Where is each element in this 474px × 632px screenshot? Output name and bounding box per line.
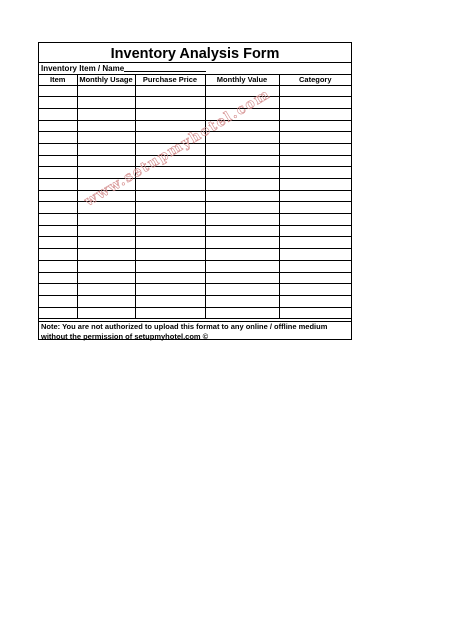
table-cell [77, 143, 135, 155]
table-header-row [39, 75, 351, 85]
table-cell [279, 214, 351, 226]
table-row [39, 167, 351, 179]
table-cell [39, 190, 77, 202]
table-cell [205, 237, 279, 249]
table-row [39, 155, 351, 167]
table-cell [205, 214, 279, 226]
table-cell [205, 155, 279, 167]
table-row [39, 225, 351, 237]
table-cell [77, 179, 135, 191]
inventory-table [39, 75, 351, 319]
table-cell [39, 85, 77, 97]
table-cell [135, 143, 205, 155]
table-cell [135, 260, 205, 272]
table-cell [39, 167, 77, 179]
table-cell [77, 108, 135, 120]
table-row [39, 214, 351, 226]
table-cell [205, 260, 279, 272]
table-cell [39, 97, 77, 109]
table-row [39, 202, 351, 214]
table-cell [135, 108, 205, 120]
table-cell [135, 202, 205, 214]
table-cell [279, 132, 351, 144]
table-cell [279, 295, 351, 307]
table-cell [39, 260, 77, 272]
column-header-category: Category [279, 75, 351, 85]
table-cell [39, 272, 77, 284]
column-header-item: Item [39, 75, 77, 85]
table-cell [77, 225, 135, 237]
table-row [39, 295, 351, 307]
table-cell [77, 97, 135, 109]
table-cell [39, 179, 77, 191]
table-cell [39, 284, 77, 296]
table-cell [77, 85, 135, 97]
table-cell [279, 249, 351, 261]
table-cell [135, 237, 205, 249]
table-cell [39, 237, 77, 249]
table-cell [279, 190, 351, 202]
copyright-note [39, 321, 351, 341]
note-line-2: without the permission of setupmyhotel.com © [41, 331, 209, 341]
table-cell [205, 272, 279, 284]
table-cell [135, 132, 205, 144]
table-cell [205, 85, 279, 97]
table-cell [279, 120, 351, 132]
inventory-item-name-blank [124, 63, 206, 72]
inventory-item-name-label: Inventory Item / Name [41, 64, 125, 73]
table-cell [135, 307, 205, 319]
table-row [39, 307, 351, 319]
table-cell [205, 132, 279, 144]
column-header-purchase-price: Purchase Price [135, 75, 205, 85]
table-cell [205, 202, 279, 214]
column-header-monthly-usage: Monthly Usage [77, 75, 135, 85]
watermark: www.setupmyhotel.com [82, 86, 274, 210]
table-cell [279, 225, 351, 237]
table-cell [205, 307, 279, 319]
table-cell [135, 249, 205, 261]
table-cell [135, 295, 205, 307]
note-line-1: Note: You are not authorized to upload this format to any online / offline medium [41, 322, 328, 331]
table-cell [39, 295, 77, 307]
table-cell [77, 284, 135, 296]
table-row [39, 249, 351, 261]
table-cell [135, 167, 205, 179]
table-cell [279, 85, 351, 97]
table-cell [205, 295, 279, 307]
table-cell [205, 190, 279, 202]
table-cell [135, 284, 205, 296]
inventory-item-name-row [39, 63, 351, 75]
table-cell [39, 143, 77, 155]
table-cell [205, 167, 279, 179]
table-cell [279, 202, 351, 214]
table-cell [39, 132, 77, 144]
table-cell [279, 167, 351, 179]
inventory-analysis-form [38, 42, 352, 340]
table-cell [135, 97, 205, 109]
table-cell [279, 284, 351, 296]
form-title: Inventory Analysis Form [39, 43, 351, 63]
table-cell [39, 202, 77, 214]
table-cell [279, 179, 351, 191]
table-cell [39, 214, 77, 226]
table-cell [205, 284, 279, 296]
table-row [39, 237, 351, 249]
table-cell [279, 272, 351, 284]
table-row [39, 190, 351, 202]
table-cell [205, 143, 279, 155]
table-cell [77, 120, 135, 132]
table-row [39, 85, 351, 97]
table-cell [77, 214, 135, 226]
table-cell [135, 190, 205, 202]
table-cell [77, 132, 135, 144]
column-header-monthly-value: Monthly Value [205, 75, 279, 85]
table-row [39, 143, 351, 155]
table-cell [205, 249, 279, 261]
table-cell [77, 295, 135, 307]
table-row [39, 132, 351, 144]
table-cell [77, 260, 135, 272]
table-row [39, 284, 351, 296]
table-cell [279, 108, 351, 120]
table-row [39, 108, 351, 120]
table-row [39, 179, 351, 191]
table-cell [279, 260, 351, 272]
table-cell [39, 108, 77, 120]
table-cell [135, 155, 205, 167]
table-cell [279, 143, 351, 155]
table-cell [135, 179, 205, 191]
table-cell [77, 272, 135, 284]
table-cell [205, 108, 279, 120]
table-cell [39, 307, 77, 319]
table-cell [77, 237, 135, 249]
table-cell [39, 120, 77, 132]
table-cell [205, 120, 279, 132]
table-cell [39, 225, 77, 237]
table-cell [279, 97, 351, 109]
table-cell [39, 155, 77, 167]
table-cell [135, 272, 205, 284]
table-cell [205, 97, 279, 109]
table-row [39, 97, 351, 109]
table-row [39, 120, 351, 132]
table-cell [205, 225, 279, 237]
table-cell [77, 190, 135, 202]
table-cell [77, 249, 135, 261]
table-cell [77, 155, 135, 167]
table-cell [77, 167, 135, 179]
table-cell [135, 225, 205, 237]
table-cell [77, 202, 135, 214]
table-row [39, 272, 351, 284]
table-cell [135, 120, 205, 132]
table-cell [77, 307, 135, 319]
table-cell [279, 155, 351, 167]
table-cell [279, 307, 351, 319]
table-cell [135, 214, 205, 226]
table-cell [205, 179, 279, 191]
table-row [39, 260, 351, 272]
table-cell [135, 85, 205, 97]
table-cell [39, 249, 77, 261]
table-body [39, 85, 351, 319]
table-cell [279, 237, 351, 249]
